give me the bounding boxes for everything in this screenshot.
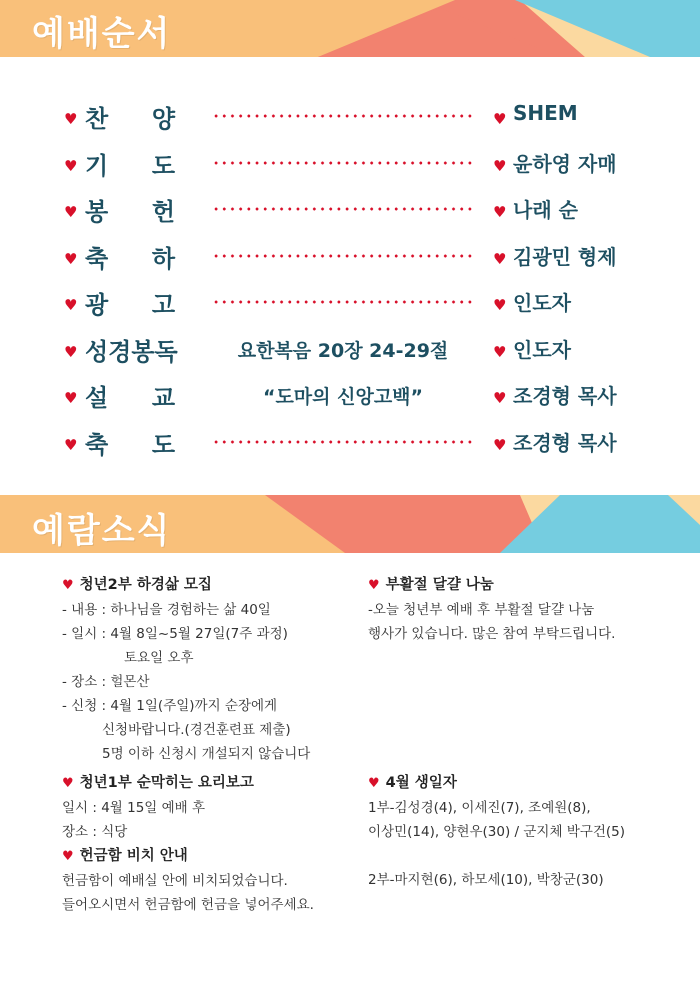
- order-label-part: 도: [151, 430, 175, 459]
- order-label-part: 기: [85, 151, 109, 180]
- order-label: [85, 192, 175, 227]
- news-youth1-cooking: [62, 771, 314, 917]
- news-item-title: ♥ 청년1부 순막히는 요리보고: [62, 775, 254, 791]
- heart-icon: ♥: [64, 342, 78, 361]
- heart-icon: ♥: [64, 296, 78, 314]
- order-row: [0, 281, 700, 321]
- order-row: [0, 235, 700, 275]
- dotted-leader: [212, 207, 474, 211]
- dotted-leader: [212, 300, 474, 304]
- order-label: [85, 332, 178, 367]
- heart-icon: ♥: [62, 776, 74, 791]
- order-label: [85, 425, 175, 460]
- news-banner: [0, 495, 700, 553]
- news-line: 일시 : 4월 15일 예배 후: [62, 800, 206, 816]
- heart-icon: ♥: [64, 389, 78, 407]
- heart-icon: ♥: [493, 110, 507, 128]
- news-line: 신청바랍니다.(경건훈련표 제출): [102, 722, 291, 738]
- worship-order-title: 예배순서: [32, 14, 172, 54]
- news-youth2-camp: [62, 573, 310, 766]
- order-leader: 인도자: [513, 337, 571, 362]
- heart-icon: ♥: [493, 342, 507, 361]
- order-leader: 인도자: [513, 291, 571, 315]
- order-leader: 조경형 목사: [513, 384, 617, 408]
- order-label-part: 성경봉독: [85, 337, 178, 366]
- order-row: [0, 142, 700, 182]
- order-label: [85, 378, 175, 413]
- order-label-part: 교: [151, 384, 175, 412]
- order-label-part: 고: [151, 291, 175, 319]
- news-birthdays: [368, 771, 625, 892]
- order-leader: SHEM: [513, 101, 578, 125]
- order-label-part: 봉: [85, 198, 109, 226]
- news-line: -오늘 청년부 예배 후 부활절 달걀 나눔: [368, 602, 595, 618]
- heart-icon: ♥: [493, 296, 507, 314]
- order-leader: 윤하영 자매: [513, 151, 617, 176]
- order-label: [85, 146, 175, 181]
- heart-icon: ♥: [62, 849, 74, 864]
- order-row: [0, 421, 700, 461]
- news-line: 2부-마지현(6), 하모세(10), 박창군(30): [368, 872, 604, 888]
- news-item-title: ♥ 헌금함 비치 안내: [62, 848, 188, 864]
- order-label-part: 양: [151, 105, 175, 133]
- news-line: 들어오시면서 헌금함에 헌금을 넣어주세요.: [62, 897, 314, 913]
- news-line: 헌금함이 예배실 안에 비치되었습니다.: [62, 873, 288, 889]
- news-item-title: ♥ 부활절 달걀 나눔: [368, 577, 494, 593]
- dotted-leader: [212, 161, 474, 165]
- news-line: 토요일 오후: [124, 650, 194, 666]
- order-label-part: 헌: [151, 198, 175, 226]
- heart-icon: ♥: [62, 578, 74, 593]
- worship-order-banner: [0, 0, 700, 57]
- order-label-part: 광: [85, 291, 109, 319]
- order-label-part: 도: [151, 151, 175, 180]
- order-label: [85, 239, 175, 274]
- news-line: 장소 : 식당: [62, 824, 128, 840]
- order-middle-text: 요한복음 20장 24-29절: [237, 339, 449, 362]
- heart-icon: ♥: [64, 435, 78, 454]
- order-label-part: 하: [151, 244, 175, 273]
- order-leader: 조경형 목사: [513, 430, 617, 455]
- heart-icon: ♥: [368, 578, 380, 593]
- dotted-leader: [212, 114, 474, 118]
- news-easter-eggs: [368, 573, 615, 646]
- news-line: 이상민(14), 양현우(30) / 군지체 박구건(5): [368, 824, 626, 840]
- heart-icon: ♥: [64, 156, 78, 175]
- news-item-title: ♥ 4월 생일자: [368, 775, 457, 791]
- heart-icon: ♥: [368, 776, 380, 791]
- order-row: [0, 95, 700, 135]
- order-row: [0, 328, 700, 368]
- dotted-leader: [212, 254, 474, 258]
- news-line: - 내용 : 하나님을 경험하는 삶 40일: [62, 602, 271, 618]
- heart-icon: ♥: [493, 249, 507, 268]
- order-label-part: 축: [85, 430, 109, 459]
- order-label-part: 설: [85, 384, 109, 412]
- news-line: 1부-김성경(4), 이세진(7), 조예원(8),: [368, 800, 591, 816]
- news-line: - 일시 : 4월 8일~5월 27일(7주 과정): [62, 626, 288, 642]
- news-title: 예람소식: [32, 511, 172, 551]
- heart-icon: ♥: [493, 203, 507, 221]
- order-row: [0, 374, 700, 414]
- news-line: - 장소 : 헐몬산: [62, 674, 150, 690]
- order-label-part: 찬: [85, 105, 109, 133]
- order-row: [0, 188, 700, 228]
- news-line: 5명 이하 신청시 개설되지 않습니다: [102, 746, 311, 762]
- heart-icon: ♥: [493, 435, 507, 454]
- heart-icon: ♥: [493, 156, 507, 175]
- order-label: [85, 285, 175, 320]
- heart-icon: ♥: [64, 249, 78, 268]
- heart-icon: ♥: [64, 203, 78, 221]
- heart-icon: ♥: [493, 389, 507, 407]
- order-middle-text: “도마의 신앙고백”: [262, 386, 424, 408]
- dotted-leader: [212, 440, 474, 444]
- news-line: - 신청 : 4월 1일(주일)까지 순장에게: [62, 698, 278, 714]
- order-label-part: 축: [85, 244, 109, 273]
- news-item-title: ♥ 청년2부 하경삶 모집: [62, 577, 212, 593]
- news-line: 행사가 있습니다. 많은 참여 부탁드립니다.: [368, 626, 616, 642]
- order-label: [85, 99, 175, 134]
- order-leader: 나래 순: [513, 198, 578, 222]
- heart-icon: ♥: [64, 110, 78, 128]
- order-leader: 김광민 형제: [513, 244, 617, 269]
